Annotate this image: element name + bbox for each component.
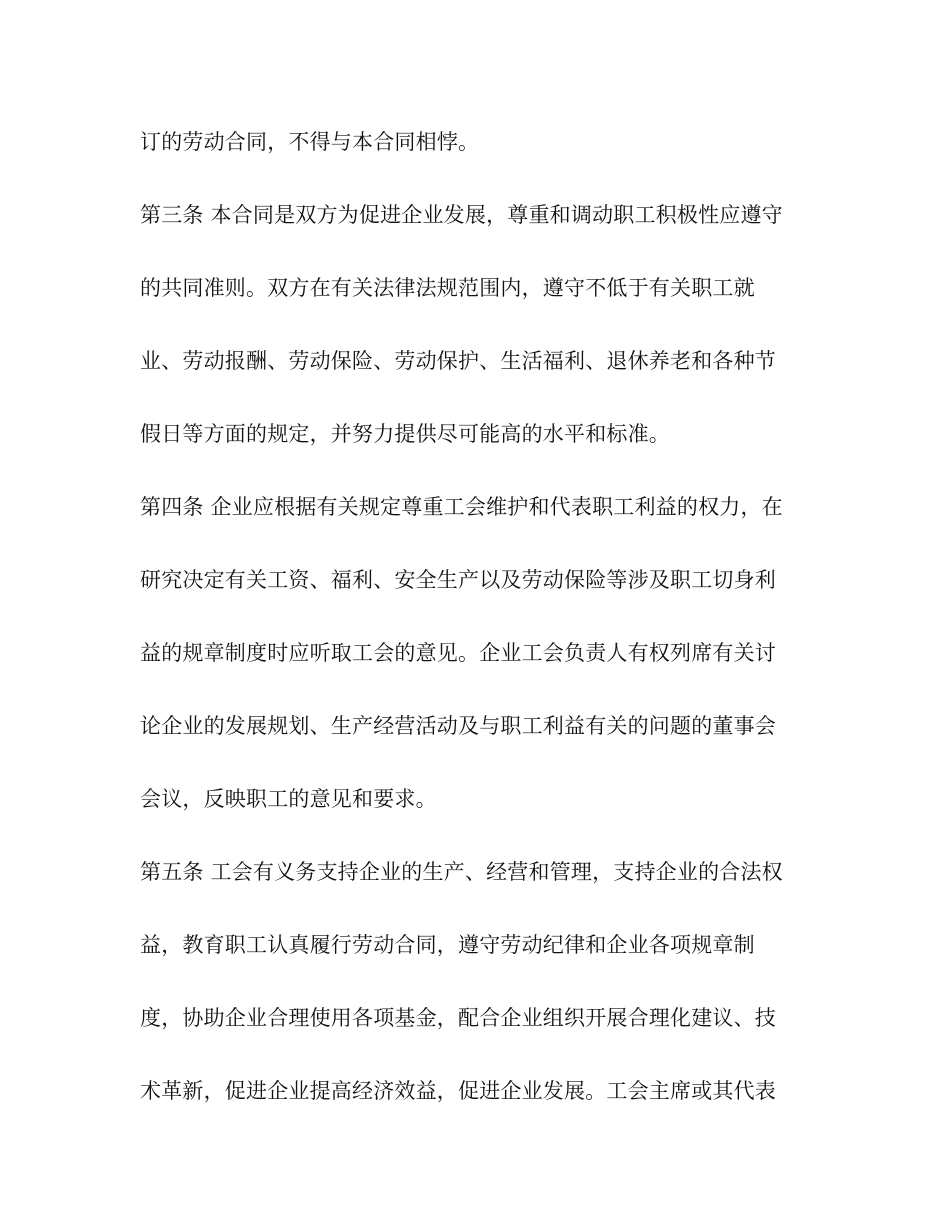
text-line: 会议，反映职工的意见和要求。 xyxy=(140,787,437,811)
text-line: 研究决定有关工资、福利、安全生产以及劳动保险等涉及职工切身利 xyxy=(140,568,776,592)
text-line: 益，教育职工认真履行劳动合同，遵守劳动纪律和企业各项规章制 xyxy=(140,933,755,957)
text-line: 第五条 工会有义务支持企业的生产、经营和管理，支持企业的合法权 xyxy=(140,860,783,884)
text-line: 业、劳动报酬、劳动保险、劳动保护、生活福利、退休养老和各种节 xyxy=(140,349,776,373)
text-line: 假日等方面的规定，并努力提供尽可能高的水平和标准。 xyxy=(140,422,670,446)
text-line: 第三条 本合同是双方为促进企业发展，尊重和调动职工积极性应遵守 xyxy=(140,203,783,227)
text-line: 益的规章制度时应听取工会的意见。企业工会负责人有权列席有关讨 xyxy=(140,641,776,665)
text-line: 度，协助企业合理使用各项基金，配合企业组织开展合理化建议、技 xyxy=(140,1006,776,1030)
text-line: 第四条 企业应根据有关规定尊重工会维护和代表职工利益的权力，在 xyxy=(140,495,783,519)
text-line: 的共同准则。双方在有关法律法规范围内，遵守不低于有关职工就 xyxy=(140,276,755,300)
text-line: 订的劳动合同，不得与本合同相悖。 xyxy=(140,130,480,154)
text-line: 术革新，促进企业提高经济效益，促进企业发展。工会主席或其代表 xyxy=(140,1079,776,1103)
text-line: 论企业的发展规划、生产经营活动及与职工利益有关的问题的董事会 xyxy=(140,714,776,738)
